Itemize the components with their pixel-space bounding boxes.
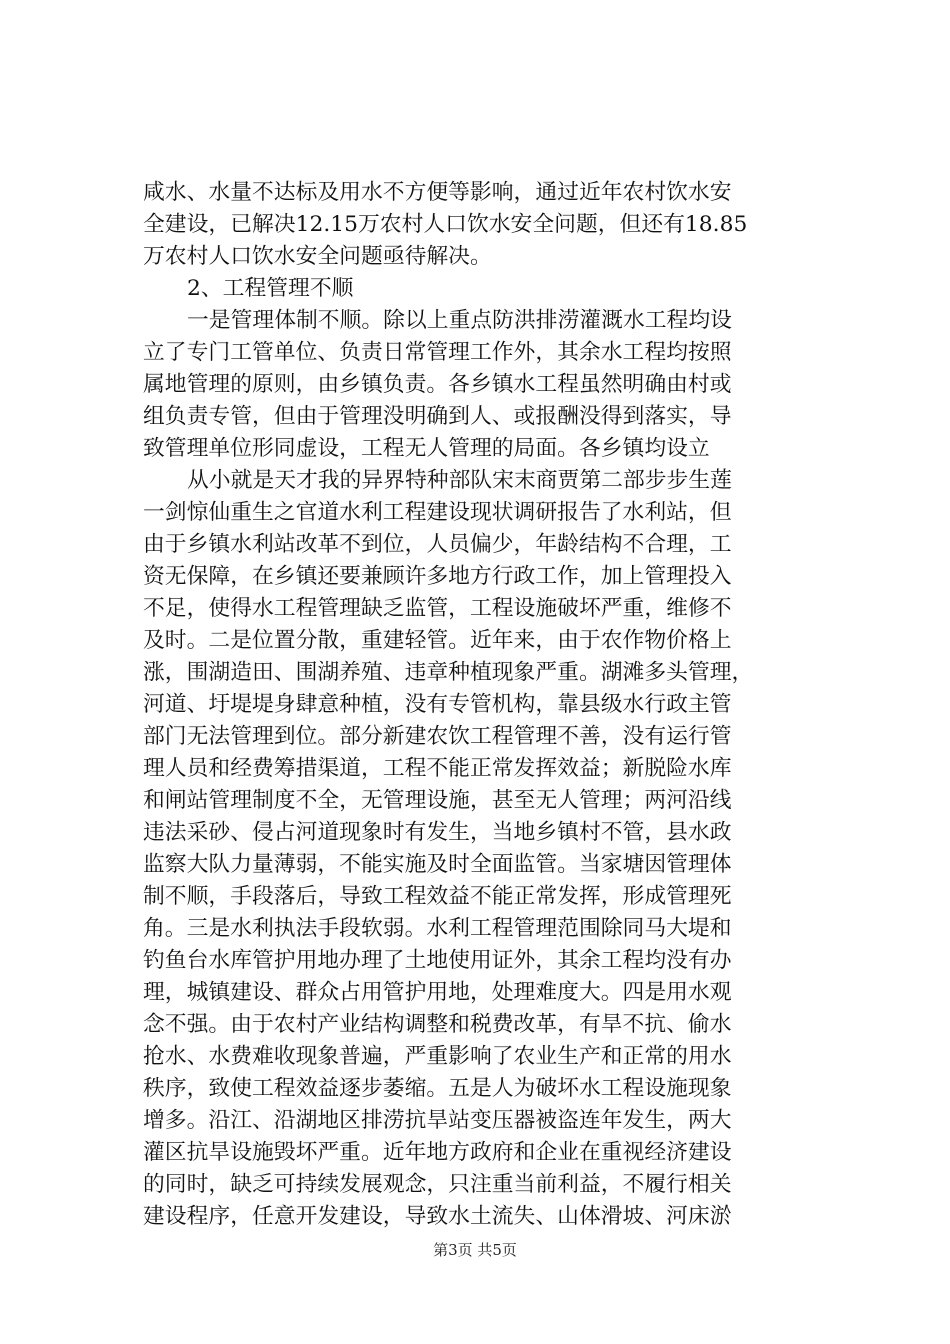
text-line: 由于乡镇水利站改革不到位，人员偏少，年龄结构不合理，工: [143, 532, 732, 557]
text-line: 监察大队力量薄弱，不能实施及时全面监管。当家塘因管理体: [143, 852, 732, 877]
text-line: 理人员和经费筹措渠道，工程不能正常发挥效益；新脱险水库: [143, 756, 732, 781]
text-line: 违法采砂、侵占河道现象时有发生，当地乡镇村不管，县水政: [143, 820, 732, 845]
text-line: 制不顺，手段落后，导致工程效益不能正常发挥，形成管理死: [143, 884, 732, 909]
text-line: 秩序，致使工程效益逐步萎缩。五是人为破坏水工程设施现象: [143, 1076, 732, 1101]
text-line: 念不强。由于农村产业结构调整和税费改革，有旱不抗、偷水: [143, 1012, 732, 1037]
text-line: 建设程序，任意开发建设，导致水土流失、山体滑坡、河床淤: [143, 1204, 732, 1229]
text-line: 2、工程管理不顺: [187, 276, 354, 301]
text-line: 致管理单位形同虚设，工程无人管理的局面。各乡镇均设立: [143, 436, 710, 461]
text-line: 和闸站管理制度不全，无管理设施，甚至无人管理；两河沿线: [143, 788, 732, 813]
text-line: 涨，围湖造田、围湖养殖、违章种植现象严重。湖滩多头管理，: [143, 660, 754, 685]
text-line: 一剑惊仙重生之官道水利工程建设现状调研报告了水利站，但: [143, 500, 732, 525]
text-line: 咸水、水量不达标及用水不方便等影响，通过近年农村饮水安: [143, 180, 732, 205]
text-line: 全建设，已解决12.15万农村人口饮水安全问题，但还有18.85: [143, 212, 748, 237]
text-line: 不足，使得水工程管理缺乏监管，工程设施破坏严重，维修不: [143, 596, 732, 621]
text-line: 属地管理的原则，由乡镇负责。各乡镇水工程虽然明确由村或: [143, 372, 732, 397]
text-line: 理，城镇建设、群众占用管护用地，处理难度大。四是用水观: [143, 980, 732, 1005]
text-line: 立了专门工管单位、负责日常管理工作外，其余水工程均按照: [143, 340, 732, 365]
text-line: 组负责专管，但由于管理没明确到人、或报酬没得到落实，导: [143, 404, 732, 429]
text-line: 钓鱼台水库管护用地办理了土地使用证外，其余工程均没有办: [143, 948, 732, 973]
text-line: 角。三是水利执法手段软弱。水利工程管理范围除同马大堤和: [143, 916, 732, 941]
text-line: 资无保障，在乡镇还要兼顾许多地方行政工作，加上管理投入: [143, 564, 732, 589]
text-line: 的同时，缺乏可持续发展观念，只注重当前利益，不履行相关: [143, 1172, 732, 1197]
text-line: 一是管理体制不顺。除以上重点防洪排涝灌溉水工程均设: [187, 308, 732, 333]
text-line: 万农村人口饮水安全问题亟待解决。: [143, 244, 492, 269]
text-line: 部门无法管理到位。部分新建农饮工程管理不善，没有运行管: [143, 724, 732, 749]
text-line: 从小就是天才我的异界特种部队宋末商贾第二部步步生莲: [187, 468, 732, 493]
text-line: 及时。二是位置分散，重建轻管。近年来，由于农作物价格上: [143, 628, 732, 653]
page-footer: 第3页 共5页: [433, 1241, 517, 1259]
text-line: 增多。沿江、沿湖地区排涝抗旱站变压器被盗连年发生，两大: [143, 1108, 732, 1133]
text-line: 灌区抗旱设施毁坏严重。近年地方政府和企业在重视经济建设: [143, 1140, 732, 1165]
text-line: 河道、圩堤堤身肆意种植，没有专管机构，靠县级水行政主管: [143, 692, 732, 717]
text-line: 抢水、水费难收现象普遍，严重影响了农业生产和正常的用水: [143, 1044, 732, 1069]
document-body: [143, 177, 833, 1233]
